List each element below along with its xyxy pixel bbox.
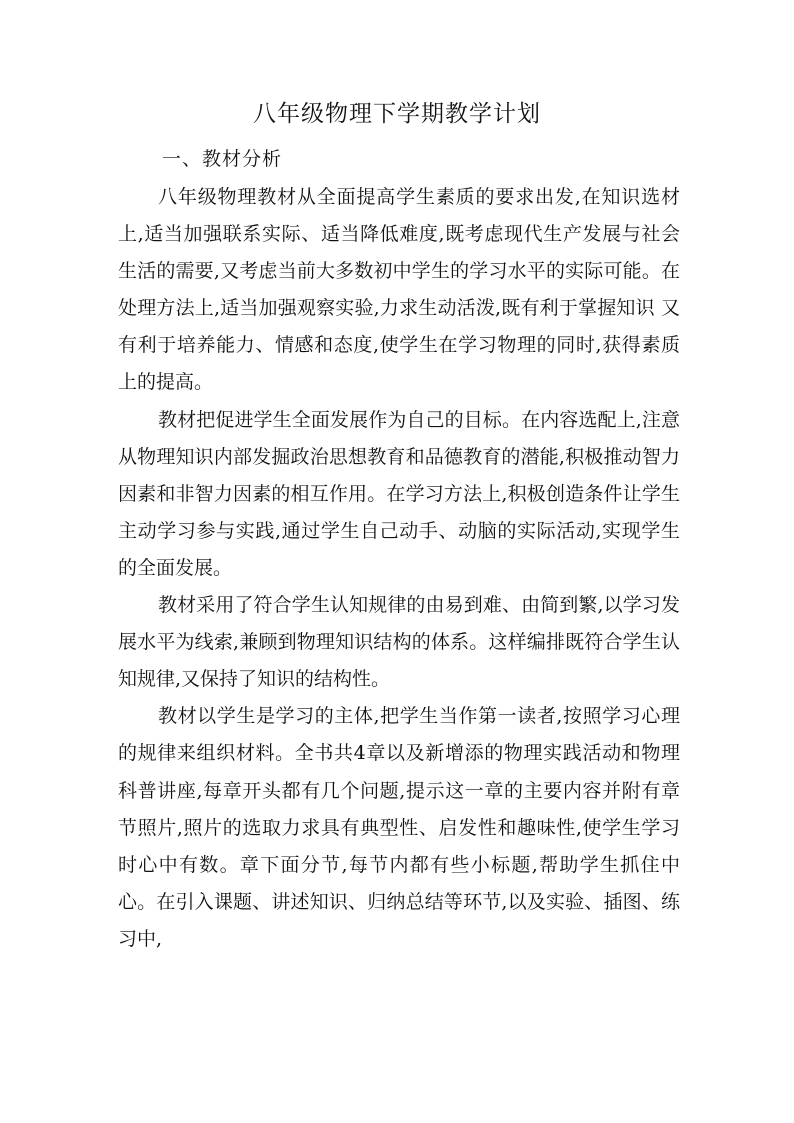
body-text <box>118 179 680 958</box>
paragraph: 教材以学生是学习的主体,把学生当作第一读者,按照学习心理的规律来组织材料。全书共4章以及新增添的物理实践活动和物理科普讲座,每章开头都有几个问题,提示这一章的主要内容并附有章节照片,照片的选取力求具有典型性、启发性和趣味性,使学生学习时心中有数。章下面分节,每节内都有些小标题,帮助学生抓住中心。在引入课题、讲述知识、归纳总结等环节,以及实验、插图、练习中, <box>118 705 680 950</box>
section-heading: 一、教材分析 <box>162 148 283 170</box>
document-title: 八年级物理下学期教学计划 <box>253 101 541 127</box>
paragraph: 八年级物理教材从全面提高学生素质的要求出发,在知识选材上,适当加强联系实际、适当降低难度,既考虑现代生产发展与社会生活的需要,又考虑当前大多数初中学生的学习水平的实际可能。在处理方法上,适当加强观察实验,力求生动活泼,既有利于掌握知识 又有利于培养能力、情感和态度,使学生在学习物理的同时,获得素质上的提高。 <box>118 186 680 394</box>
paragraph: 教材把促进学生全面发展作为自己的目标。在内容选配上,注意从物理知识内部发掘政治思想教育和品德教育的潜能,积极推动智力因素和非智力因素的相互作用。在学习方法上,积极创造条件让学生主动学习参与实践,通过学生自己动手、动脑的实际活动,实现学生的全面发展。 <box>118 408 680 579</box>
paragraph: 教材采用了符合学生认知规律的由易到难、由简到繁,以学习发展水平为线索,兼顾到物理知识结构的体系。这样编排既符合学生认知规律,又保持了知识的结构性。 <box>118 594 680 691</box>
